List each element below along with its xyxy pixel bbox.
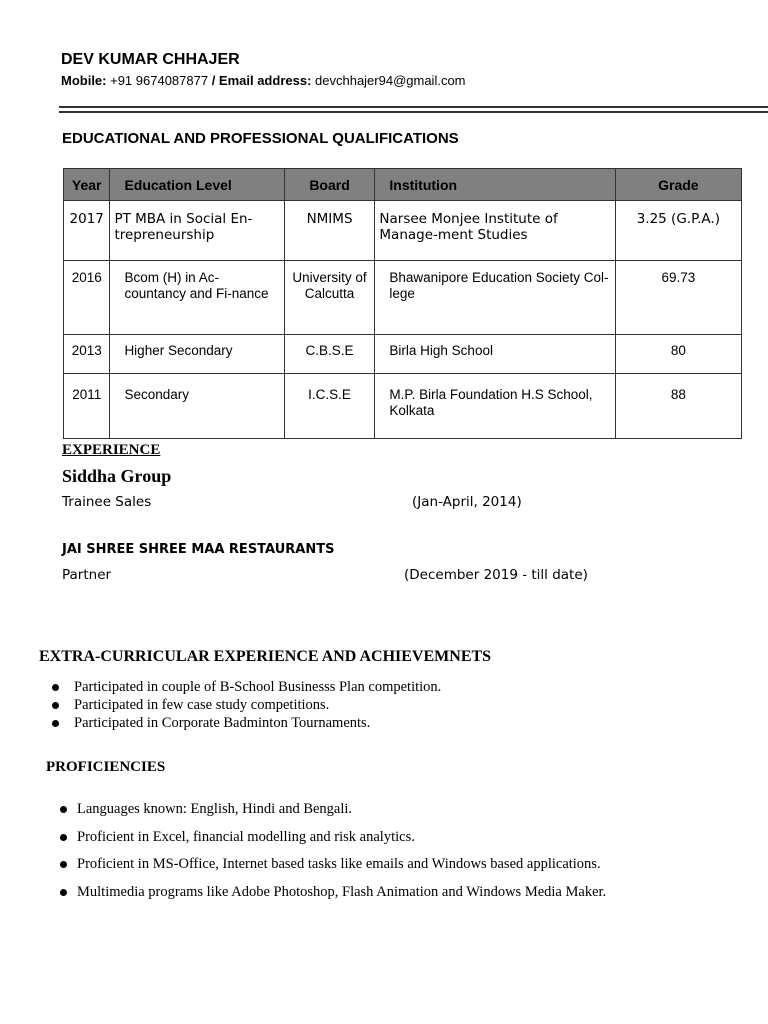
proficiencies-title: PROFICIENCIES (46, 759, 166, 775)
list-item: Proficient in Excel, financial modelling and risk analytics. (60, 828, 606, 856)
table-row (64, 261, 742, 335)
experience-company: JAI SHREE SHREE MAA RESTAURANTS (62, 542, 335, 557)
mobile-value: +91 9674087877 (106, 73, 212, 88)
experience-dates: (Jan-April, 2014) (412, 494, 522, 510)
cell-year: 2013 (64, 335, 110, 374)
bullet-icon (52, 702, 59, 709)
mobile-label: Mobile: (61, 73, 107, 88)
column-header-grade: Grade (615, 169, 741, 201)
experience-role: Partner (62, 567, 112, 583)
cell-year: 2011 (64, 374, 110, 439)
qualifications-table (63, 168, 742, 439)
cell-institution: Bhawanipore Education Society Col-lege (375, 261, 615, 335)
email-label: / Email address: (211, 73, 312, 88)
cell-board: NMIMS (284, 201, 375, 261)
extracurricular-title: EXTRA-CURRICULAR EXPERIENCE AND ACHIEVEMNETS (39, 648, 492, 665)
bullet-icon (60, 806, 67, 813)
column-header-education-level: Education Level (110, 169, 284, 201)
contact-line (61, 73, 466, 88)
bullet-icon (60, 861, 67, 868)
cell-grade: 3.25 (G.P.A.) (615, 201, 741, 261)
cell-education-level: Higher Secondary (110, 335, 284, 374)
bullet-icon (60, 834, 67, 841)
cell-grade: 80 (615, 335, 741, 374)
cell-institution: Narsee Monjee Institute of Manage-ment Studies (375, 201, 615, 261)
cell-institution: M.P. Birla Foundation H.S School, Kolkata (375, 374, 615, 439)
cell-board: University of Calcutta (284, 261, 375, 335)
table-row (64, 335, 742, 374)
experience-company: Siddha Group (62, 466, 172, 486)
header-divider-bottom (59, 111, 768, 113)
cell-grade: 88 (615, 374, 741, 439)
cell-institution: Birla High School (375, 335, 615, 374)
cell-year: 2016 (64, 261, 110, 335)
table-row (64, 201, 742, 261)
experience-role: Trainee Sales (62, 494, 152, 510)
list-item: Languages known: English, Hindi and Bengali. (60, 800, 606, 828)
extracurricular-list (52, 678, 441, 732)
cell-board: C.B.S.E (284, 335, 375, 374)
column-header-institution: Institution (375, 169, 615, 201)
cell-board: I.C.S.E (284, 374, 375, 439)
column-header-year: Year (64, 169, 110, 201)
list-item: Multimedia programs like Adobe Photoshop, Flash Animation and Windows Media Maker. (60, 883, 606, 911)
experience-dates: (December 2019 - till date) (404, 567, 588, 583)
cell-education-level: Bcom (H) in Ac-countancy and Fi-nance (110, 261, 284, 335)
cell-education-level: PT MBA in Social En-trepreneurship (110, 201, 284, 261)
proficiencies-list (60, 800, 606, 910)
qualifications-title: EDUCATIONAL AND PROFESSIONAL QUALIFICATIONS (62, 130, 459, 147)
table-header-row (64, 169, 742, 201)
bullet-icon (52, 720, 59, 727)
table-row (64, 374, 742, 439)
list-item: Participated in couple of B-School Businesss Plan competition. (52, 678, 441, 696)
candidate-name: DEV KUMAR CHHAJER (61, 51, 240, 68)
list-item: Participated in Corporate Badminton Tournaments. (52, 714, 441, 732)
email-value: devchhajer94@gmail.com (311, 73, 466, 88)
cell-year: 2017 (64, 201, 110, 261)
list-item: Participated in few case study competitions. (52, 696, 441, 714)
column-header-board: Board (284, 169, 375, 201)
cell-education-level: Secondary (110, 374, 284, 439)
cell-grade: 69.73 (615, 261, 741, 335)
experience-title: EXPERIENCE (62, 442, 161, 458)
bullet-icon (60, 889, 67, 896)
header-divider-top (59, 106, 768, 108)
list-item: Proficient in MS-Office, Internet based tasks like emails and Windows based applications. (60, 855, 606, 883)
bullet-icon (52, 684, 59, 691)
